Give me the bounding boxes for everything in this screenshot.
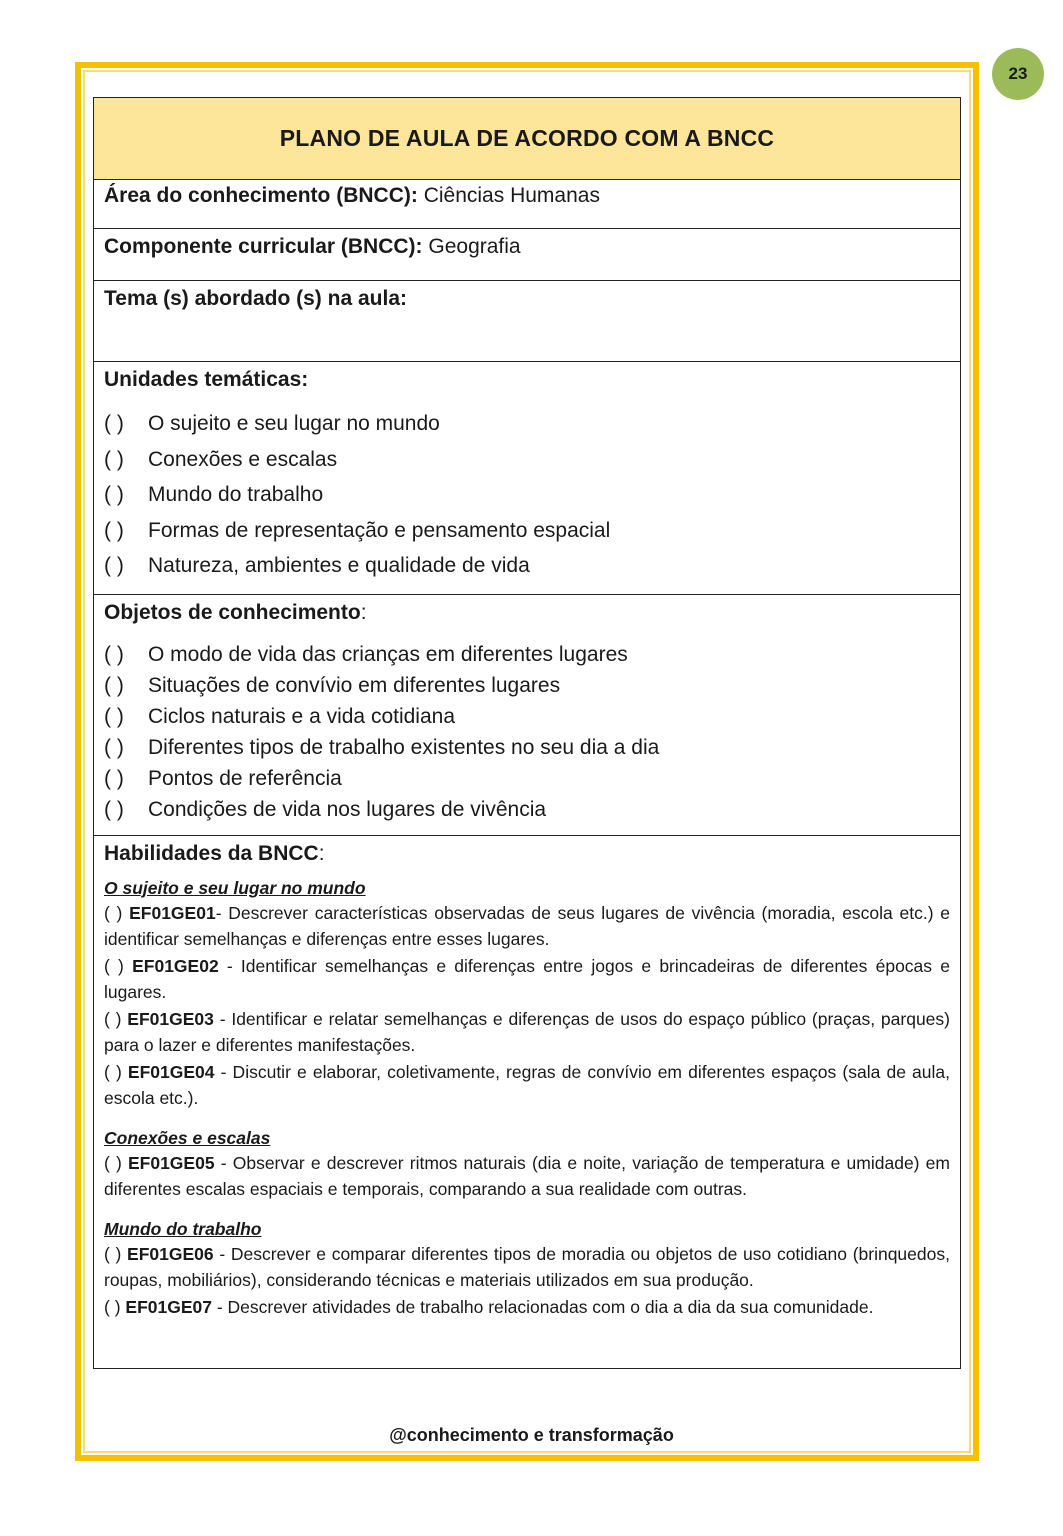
unidades-section — [94, 362, 960, 595]
componente-label: Componente curricular (BNCC): — [104, 235, 423, 258]
skill-item[interactable] — [104, 953, 950, 1006]
skill-group-title: O sujeito e seu lugar no mundo — [104, 877, 366, 898]
checkbox-parens[interactable]: ( ) — [104, 766, 124, 790]
objetos-section — [94, 595, 960, 836]
objeto-option[interactable] — [104, 701, 950, 732]
objeto-option[interactable] — [104, 670, 950, 701]
unidade-label: Formas de representação e pensamento espacial — [148, 518, 611, 542]
skill-item[interactable] — [104, 1006, 950, 1059]
unidade-option[interactable] — [104, 406, 950, 442]
checkbox-parens[interactable]: ( ) — [104, 797, 124, 821]
unidade-option[interactable] — [104, 442, 950, 478]
skill-code: EF01GE02 — [132, 955, 219, 976]
habilidades-section — [94, 836, 960, 1368]
skill-code: EF01GE01 — [129, 902, 216, 923]
area-label: Área do conhecimento (BNCC): — [104, 184, 418, 207]
skill-text: - Identificar e relatar semelhanças e diferenças de usos do espaço público (praças, parques) para o lazer e diferentes manifestações. — [104, 1008, 950, 1055]
checkbox-parens[interactable]: ( ) — [104, 642, 124, 666]
checkbox-parens[interactable]: ( ) — [104, 447, 124, 471]
skill-group-title: Mundo do trabalho — [104, 1218, 262, 1239]
skill-code: EF01GE03 — [127, 1008, 214, 1029]
checkbox-parens[interactable]: ( ) — [104, 902, 130, 923]
checkbox-parens[interactable]: ( ) — [104, 483, 124, 506]
skill-item[interactable] — [104, 1059, 950, 1112]
skill-text: - Discutir e elaborar, coletivamente, regras de convívio em diferentes espaços (sala de aula, escola etc.). — [104, 1061, 950, 1108]
objeto-label: O modo de vida das crianças em diferentes lugares — [148, 642, 628, 666]
checkbox-parens[interactable]: ( ) — [104, 1296, 126, 1317]
unidade-option[interactable] — [104, 513, 950, 549]
skill-text: - Descrever atividades de trabalho relacionadas com o dia a dia da sua comunidade. — [211, 1296, 874, 1317]
unidade-label: Conexões e escalas — [148, 447, 338, 471]
skill-item[interactable] — [104, 900, 950, 953]
skill-item[interactable] — [104, 1294, 950, 1321]
objeto-label: Pontos de referência — [148, 766, 342, 790]
checkbox-parens[interactable]: ( ) — [104, 554, 124, 577]
footer-credit: @conhecimento e transformação — [389, 1425, 674, 1445]
unidade-label: Natureza, ambientes e qualidade de vida — [148, 554, 530, 577]
objeto-option[interactable] — [104, 763, 950, 794]
lesson-plan-table — [93, 97, 961, 1369]
componente-field — [94, 229, 960, 281]
area-field — [94, 180, 960, 229]
objeto-option[interactable] — [104, 639, 950, 670]
unidade-option[interactable] — [104, 477, 950, 513]
unidade-label: O sujeito e seu lugar no mundo — [148, 412, 440, 435]
objeto-option[interactable] — [104, 794, 950, 825]
unidade-label: Mundo do trabalho — [148, 483, 324, 506]
habilidades-heading-wrap: Habilidades da BNCC: — [104, 841, 325, 865]
skill-text: - Observar e descrever ritmos naturais (dia e noite, variação de temperatura e umidade) em diferentes escalas espaciais e temporais, comparando a sua realidade com outras. — [104, 1152, 950, 1199]
skill-item[interactable] — [104, 1241, 950, 1294]
checkbox-parens[interactable]: ( ) — [104, 1152, 128, 1173]
skill-text: - Descrever e comparar diferentes tipos de moradia ou objetos de uso cotidiano (brinquedos, roupas, mobiliários), considerando técnicas e materiais utilizados em sua produção. — [104, 1243, 950, 1290]
checkbox-parens[interactable]: ( ) — [104, 735, 124, 759]
unidades-heading: Unidades temáticas: — [104, 368, 309, 391]
objetos-heading: Objetos de conhecimento — [104, 600, 361, 624]
habilidades-heading: Habilidades da BNCC — [104, 841, 319, 865]
skill-code: EF01GE07 — [125, 1296, 212, 1317]
lesson-plan-title: PLANO DE AULA DE ACORDO COM A BNCC — [94, 98, 960, 180]
skill-code: EF01GE04 — [127, 1061, 215, 1082]
habilidades-list — [104, 876, 950, 1321]
objeto-label: Condições de vida nos lugares de vivência — [148, 797, 547, 821]
skill-code: EF01GE06 — [127, 1243, 214, 1264]
tema-field — [94, 281, 960, 362]
objetos-heading-wrap: Objetos de conhecimento: — [104, 600, 367, 624]
checkbox-parens[interactable]: ( ) — [104, 673, 124, 697]
componente-value: Geografia — [428, 235, 521, 258]
checkbox-parens[interactable]: ( ) — [104, 1008, 128, 1029]
skill-group-title: Conexões e escalas — [104, 1127, 271, 1148]
checkbox-parens[interactable]: ( ) — [104, 1061, 128, 1082]
skill-text: - Identificar semelhanças e diferenças entre jogos e brincadeiras de diferentes épocas e lugares. — [104, 955, 950, 1002]
skill-item[interactable] — [104, 1150, 950, 1203]
skill-text: - Descrever características observadas de seus lugares de vivência (moradia, escola etc.) e identificar semelhanças e diferenças entre esses lugares. — [104, 902, 950, 949]
unidades-list — [104, 406, 950, 584]
checkbox-parens[interactable]: ( ) — [104, 704, 124, 728]
area-value: Ciências Humanas — [423, 184, 600, 207]
checkbox-parens[interactable]: ( ) — [104, 412, 124, 435]
objeto-label: Ciclos naturais e a vida cotidiana — [148, 704, 456, 728]
checkbox-parens[interactable]: ( ) — [104, 955, 133, 976]
objetos-list — [104, 639, 950, 825]
page-number-badge: 23 — [992, 48, 1044, 100]
objeto-label: Situações de convívio em diferentes lugares — [148, 673, 561, 697]
checkbox-parens[interactable]: ( ) — [104, 1243, 128, 1264]
checkbox-parens[interactable]: ( ) — [104, 518, 124, 542]
skill-code: EF01GE05 — [127, 1152, 215, 1173]
objeto-label: Diferentes tipos de trabalho existentes no seu dia a dia — [148, 735, 660, 759]
tema-label: Tema (s) abordado (s) na aula: — [104, 287, 407, 310]
objeto-option[interactable] — [104, 732, 950, 763]
unidade-option[interactable] — [104, 548, 950, 584]
